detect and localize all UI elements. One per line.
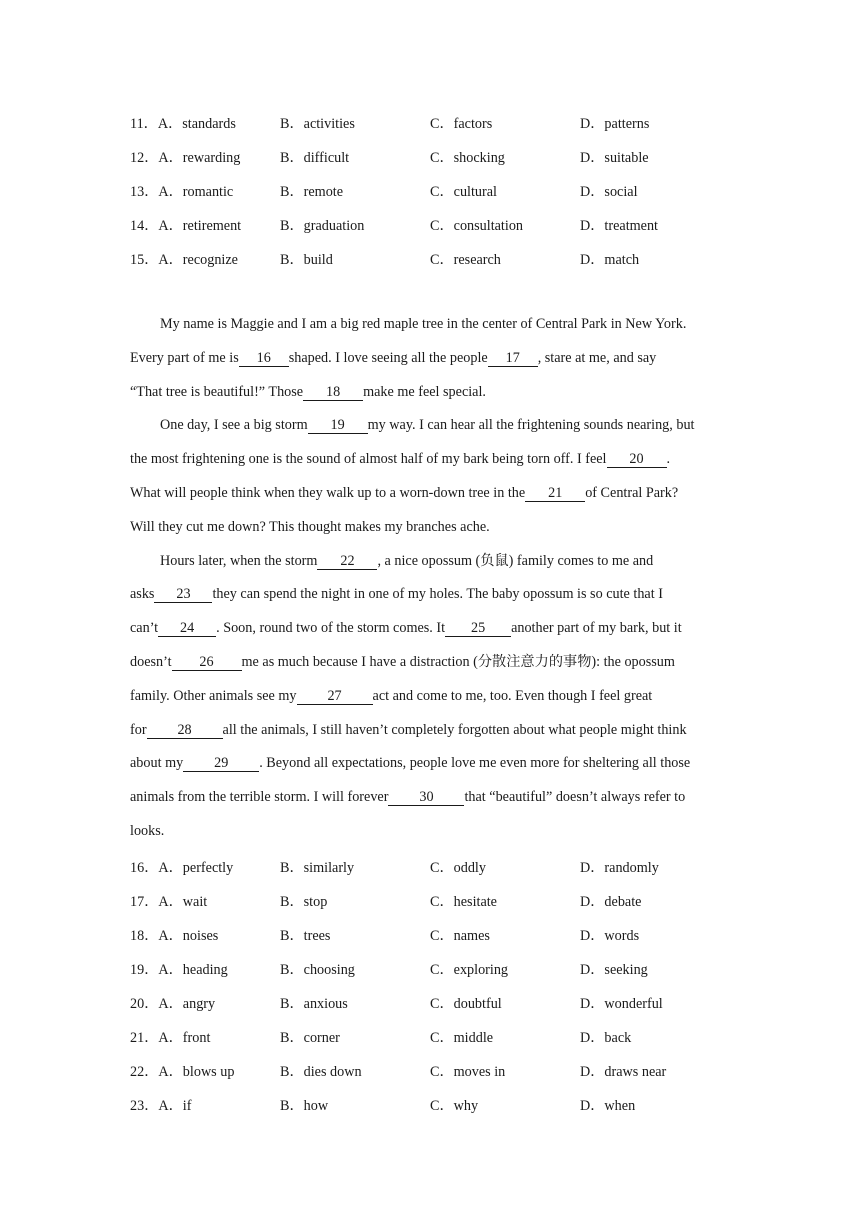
passage-text: they can spend the night in one of my holes. The baby opossum is so cute that I xyxy=(212,586,663,603)
passage-text: for xyxy=(130,721,147,738)
passage-text: about my xyxy=(130,755,184,772)
option-a: 22．A．blows up xyxy=(130,1064,235,1080)
option-d: D．seeking xyxy=(580,962,648,978)
passage-line xyxy=(130,381,730,415)
option-c: C．consultation xyxy=(430,218,524,234)
option-d: D．when xyxy=(580,1098,636,1114)
option-a: 17．A．wait xyxy=(130,894,208,910)
blank-21: 21 xyxy=(525,485,585,502)
option-a: 15．A．recognize xyxy=(130,252,238,268)
question-row-19 xyxy=(130,959,750,979)
option-c: C．cultural xyxy=(430,184,497,200)
blank-19: 19 xyxy=(308,417,368,434)
option-b: B．stop xyxy=(280,894,328,910)
option-c: C．moves in xyxy=(430,1064,506,1080)
passage-line xyxy=(130,583,730,617)
passage-text: . xyxy=(666,451,671,468)
question-row-13 xyxy=(130,181,750,201)
option-c: C．why xyxy=(430,1098,479,1114)
passage-line xyxy=(130,347,730,381)
question-row-11 xyxy=(130,113,750,133)
passage-text: looks. xyxy=(130,822,165,839)
option-d: D．social xyxy=(580,184,638,200)
option-b: B．trees xyxy=(280,928,331,944)
passage-text: of Central Park? xyxy=(585,484,679,501)
question-row-23 xyxy=(130,1095,750,1115)
blank-27: 27 xyxy=(297,688,373,705)
passage-text: me as much because I have a distraction (分散注意力的事物): the opossum xyxy=(241,653,675,670)
blank-29: 29 xyxy=(183,755,259,772)
passage-line xyxy=(130,786,730,820)
option-b: B．corner xyxy=(280,1030,340,1046)
option-a: 12．A．rewarding xyxy=(130,150,241,166)
blank-30: 30 xyxy=(388,789,464,806)
question-row-15 xyxy=(130,249,750,269)
question-row-21 xyxy=(130,1027,750,1047)
option-c: C．oddly xyxy=(430,860,486,876)
blank-22: 22 xyxy=(317,553,377,570)
passage-text: the most frightening one is the sound of almost half of my bark being torn off. I feel xyxy=(130,451,607,468)
option-c: C．shocking xyxy=(430,150,505,166)
passage-text: , stare at me, and say xyxy=(537,349,657,366)
cloze-passage xyxy=(130,313,730,854)
blank-23: 23 xyxy=(154,586,212,603)
passage-line xyxy=(130,752,730,786)
option-d: D．back xyxy=(580,1030,632,1046)
passage-text: doesn’t xyxy=(130,653,172,670)
option-c: C．hesitate xyxy=(430,894,497,910)
passage-text: act and come to me, too. Even though I feel great xyxy=(372,687,653,704)
option-c: C．names xyxy=(430,928,490,944)
passage-text: . Beyond all expectations, people love me even more for sheltering all those xyxy=(259,755,691,772)
option-d: D．words xyxy=(580,928,640,944)
blank-20: 20 xyxy=(607,451,667,468)
passage-text: Hours later, when the storm xyxy=(160,552,318,569)
option-b: B．activities xyxy=(280,116,355,132)
passage-line xyxy=(130,313,730,347)
option-a: 13．A．romantic xyxy=(130,184,234,200)
passage-text: animals from the terrible storm. I will forever xyxy=(130,789,389,806)
passage-text: another part of my bark, but it xyxy=(511,620,682,637)
option-d: D．patterns xyxy=(580,116,650,132)
passage-line xyxy=(130,414,730,448)
passage-line xyxy=(130,617,730,651)
option-c: C．research xyxy=(430,252,501,268)
passage-text: One day, I see a big storm xyxy=(160,417,308,434)
option-a: 11．A．standards xyxy=(130,116,236,132)
blank-16: 16 xyxy=(239,350,289,367)
option-a: 14．A．retirement xyxy=(130,218,242,234)
option-c: C．doubtful xyxy=(430,996,502,1012)
question-row-16 xyxy=(130,857,750,877)
passage-text: family. Other animals see my xyxy=(130,687,297,704)
passage-text: Every part of me is xyxy=(130,349,239,366)
option-b: B．dies down xyxy=(280,1064,362,1080)
passage-text: shaped. I love seeing all the people xyxy=(288,349,488,366)
blank-25: 25 xyxy=(445,620,511,637)
blank-26: 26 xyxy=(172,654,242,671)
passage-text: make me feel special. xyxy=(363,383,486,400)
option-c: C．middle xyxy=(430,1030,494,1046)
question-row-22 xyxy=(130,1061,750,1081)
option-b: B．anxious xyxy=(280,996,348,1012)
option-d: D．debate xyxy=(580,894,642,910)
option-c: C．factors xyxy=(430,116,493,132)
blank-24: 24 xyxy=(158,620,216,637)
option-d: D．treatment xyxy=(580,218,659,234)
option-a: 23．A．if xyxy=(130,1098,192,1114)
option-a: 20．A．angry xyxy=(130,996,216,1012)
option-b: B．choosing xyxy=(280,962,355,978)
question-row-14 xyxy=(130,215,750,235)
option-a: 16．A．perfectly xyxy=(130,860,234,876)
passage-line xyxy=(130,651,730,685)
passage-line xyxy=(130,482,730,516)
option-d: D．match xyxy=(580,252,640,268)
question-row-20 xyxy=(130,993,750,1013)
option-b: B．remote xyxy=(280,184,344,200)
blank-28: 28 xyxy=(147,722,223,739)
passage-line xyxy=(130,516,730,550)
option-d: D．randomly xyxy=(580,860,659,876)
passage-text: Will they cut me down? This thought makes my branches ache. xyxy=(130,518,490,535)
passage-line xyxy=(130,448,730,482)
option-c: C．exploring xyxy=(430,962,509,978)
passage-text: , a nice opossum (负鼠) family comes to me and xyxy=(377,552,654,569)
passage-line xyxy=(130,820,730,854)
passage-line xyxy=(130,550,730,584)
blank-17: 17 xyxy=(488,350,538,367)
option-d: D．suitable xyxy=(580,150,649,166)
passage-line xyxy=(130,685,730,719)
passage-text: asks xyxy=(130,586,155,603)
option-d: D．draws near xyxy=(580,1064,667,1080)
passage-text: What will people think when they walk up to a worn-down tree in the xyxy=(130,484,526,501)
passage-text: all the animals, I still haven’t completely forgotten about what people might think xyxy=(222,721,687,738)
passage-text: My name is Maggie and I am a big red maple tree in the center of Central Park in New York. xyxy=(160,316,687,332)
question-row-12 xyxy=(130,147,750,167)
blank-18: 18 xyxy=(303,384,363,401)
option-a: 19．A．heading xyxy=(130,962,228,978)
passage-text: “That tree is beautiful!” Those xyxy=(130,383,304,400)
option-a: 18．A．noises xyxy=(130,928,219,944)
passage-text: that “beautiful” doesn’t always refer to xyxy=(464,789,686,806)
question-row-17 xyxy=(130,891,750,911)
option-b: B．difficult xyxy=(280,150,350,166)
option-d: D．wonderful xyxy=(580,996,663,1012)
option-b: B．graduation xyxy=(280,218,365,234)
option-b: B．how xyxy=(280,1098,329,1114)
passage-text: can’t xyxy=(130,620,159,637)
passage-text: . Soon, round two of the storm comes. It xyxy=(216,620,446,637)
option-b: B．similarly xyxy=(280,860,355,876)
option-a: 21．A．front xyxy=(130,1030,211,1046)
passage-text: my way. I can hear all the frightening sounds nearing, but xyxy=(367,417,695,434)
question-row-18 xyxy=(130,925,750,945)
passage-line xyxy=(130,719,730,753)
option-b: B．build xyxy=(280,252,333,268)
